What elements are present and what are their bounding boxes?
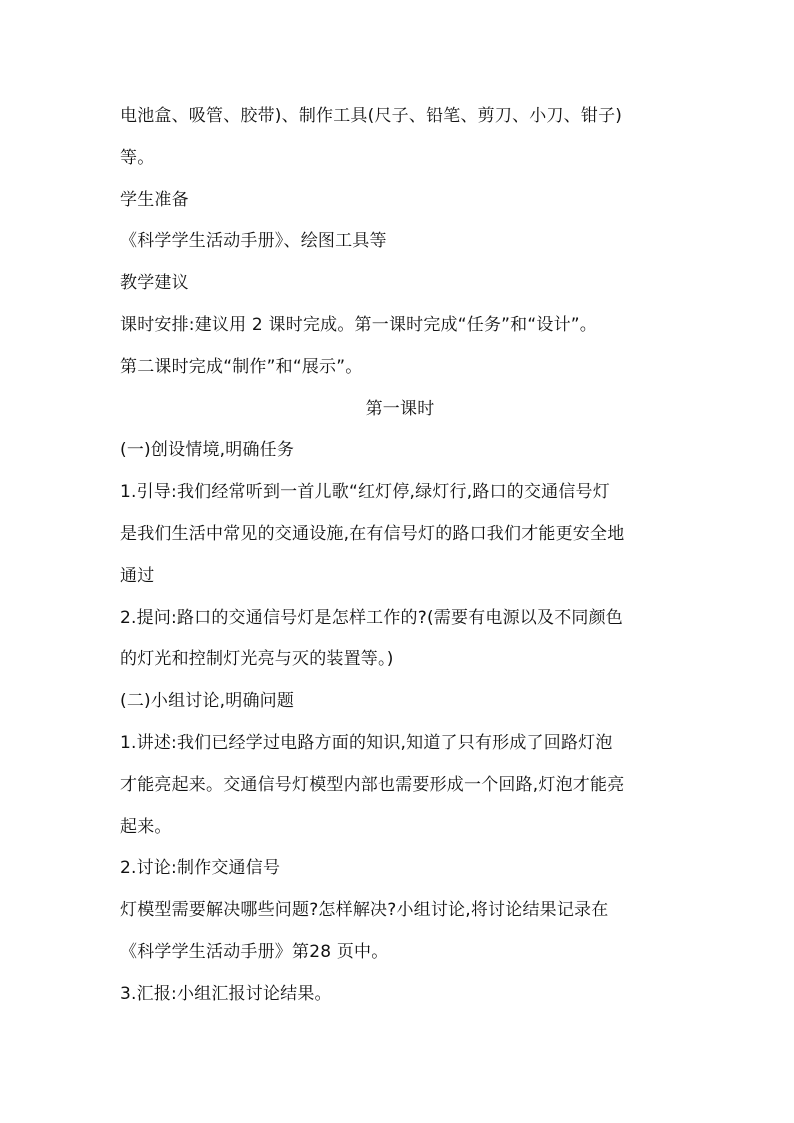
text-line-narrate-2: 才能亮起来。交通信号灯模型内部也需要形成一个回路,灯泡才能亮 bbox=[120, 774, 625, 795]
text-line-student-materials: 《科学学生活动手册》、绘图工具等 bbox=[120, 231, 387, 252]
subheading-discussion: (二)小组讨论,明确问题 bbox=[120, 691, 295, 712]
text-line-discuss-2: 灯模型需要解决哪些问题?怎样解决?小组讨论,将讨论结果记录在 bbox=[120, 900, 609, 921]
document-body bbox=[120, 96, 680, 1016]
heading-student-preparation: 学生准备 bbox=[120, 189, 189, 210]
text-line-guide-1: 1.引导:我们经常听到一首儿歌“红灯停,绿灯行,路口的交通信号灯 bbox=[120, 482, 610, 503]
text-line-discuss-3: 《科学学生活动手册》第28 页中。 bbox=[120, 941, 389, 962]
text-line-question-2: 的灯光和控制灯光亮与灭的装置等。) bbox=[120, 649, 394, 670]
subheading-scenario: (一)创设情境,明确任务 bbox=[120, 440, 295, 461]
text-line-materials: 电池盒、吸管、胶带)、制作工具(尺子、铅笔、剪刀、小刀、钳子) bbox=[120, 106, 623, 126]
text-line-schedule-1: 课时安排:建议用 2 课时完成。第一课时完成“任务”和“设计”。 bbox=[120, 314, 597, 335]
text-line-question-1: 2.提问:路口的交通信号灯是怎样工作的?(需要有电源以及不同颜色 bbox=[120, 607, 624, 628]
text-line-guide-3: 通过 bbox=[120, 565, 155, 586]
heading-teaching-suggestions: 教学建议 bbox=[120, 273, 189, 294]
text-line-narrate-1: 1.讲述:我们已经学过电路方面的知识,知道了只有形成了回路灯泡 bbox=[120, 732, 613, 753]
text-line-etc: 等。 bbox=[120, 147, 155, 168]
text-line-guide-2: 是我们生活中常见的交通设施,在有信号灯的路口我们才能更安全地 bbox=[120, 523, 625, 544]
text-line-schedule-2: 第二课时完成“制作”和“展示”。 bbox=[120, 356, 363, 377]
section-title-first-lesson: 第一课时 bbox=[365, 398, 435, 419]
text-line-narrate-3: 起来。 bbox=[120, 816, 172, 837]
text-line-discuss-1: 2.讨论:制作交通信号 bbox=[120, 858, 281, 879]
text-line-report: 3.汇报:小组汇报讨论结果。 bbox=[120, 983, 332, 1004]
